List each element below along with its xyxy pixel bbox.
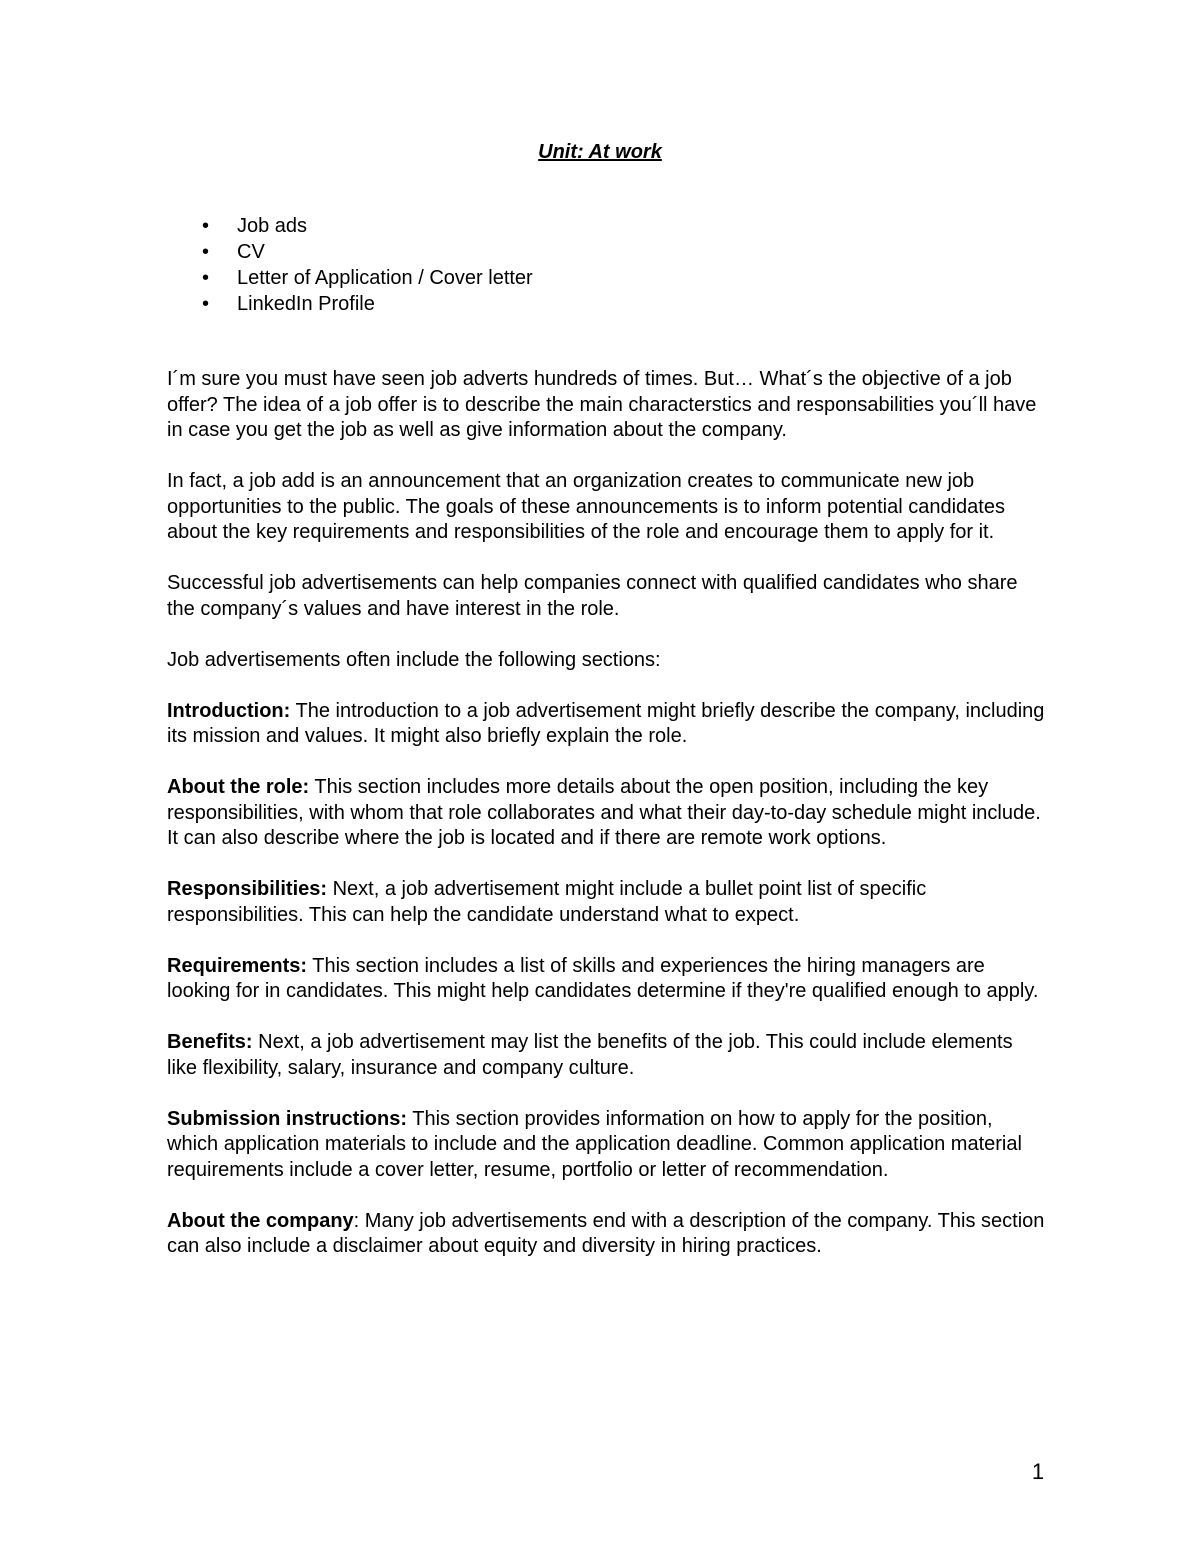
definition-paragraph: In fact, a job add is an announcement that an organization creates to communicate new job opportunities to the public. The goals of these announcements is to inform potential candidates about the key requirements and responsibilities of the role and encourage them to apply for it. — [167, 470, 1005, 543]
section-about-role — [167, 775, 1047, 852]
section-label: Submission instructions: — [167, 1107, 408, 1130]
section-submission — [167, 1107, 1047, 1184]
bullet-icon: • — [202, 215, 210, 237]
section-text: This section includes a list of skills and experiences the hiring managers are looking for in candidates. This might help candidates determine if they're qualified enough to apply. — [167, 954, 1039, 1002]
section-text: Next, a job advertisement might include a bullet point list of specific responsibilities. This can help the candidate understand what to expect. — [167, 878, 927, 926]
section-label: About the company — [167, 1209, 354, 1232]
list-item — [167, 213, 533, 239]
intro-paragraph: I´m sure you must have seen job adverts hundreds of times. But… What´s the objective of a job offer? The idea of a job offer is to describe the main characterstics and responsabilities you´ll have in case you get the job as well as give information about the company. — [167, 368, 1037, 441]
bullet-icon: • — [202, 267, 210, 289]
bullet-icon: • — [202, 241, 210, 263]
section-text: This section provides information on how to apply for the position, which application materials to include and the application deadline. Common application material requirements include a cover letter, resume, portfolio or letter of recommendation. — [167, 1107, 1022, 1181]
bullet-icon: • — [202, 293, 210, 315]
section-introduction — [167, 699, 1047, 750]
section-responsibilities — [167, 877, 1047, 928]
section-requirements — [167, 954, 1047, 1005]
section-benefits — [167, 1030, 1047, 1081]
topic-label: CV — [237, 241, 265, 263]
section-text: This section includes more details about the open position, including the key responsibilities, with whom that role collaborates and what their day-to-day schedule might include. It can also describe where the job is located and if there are remote work options. — [167, 776, 1041, 849]
topic-label: Letter of Application / Cover letter — [237, 267, 533, 289]
section-label: About the role: — [167, 776, 310, 798]
list-item — [167, 265, 533, 291]
section-label: Benefits: — [167, 1031, 253, 1053]
topic-list — [167, 213, 533, 317]
success-paragraph: Successful job advertisements can help companies connect with qualified candidates who share the company´s values and have interest in the role. — [167, 572, 1018, 620]
page-title: Unit: At work — [538, 141, 662, 163]
sections-intro-paragraph: Job advertisements often include the following sections: — [167, 648, 661, 671]
section-label: Responsibilities: — [167, 878, 328, 900]
section-label: Introduction: — [167, 699, 291, 722]
page-number: 1 — [1031, 1459, 1045, 1484]
list-item — [167, 291, 533, 317]
list-item — [167, 239, 533, 265]
topic-label: Job ads — [237, 215, 308, 237]
section-about-company — [167, 1209, 1047, 1260]
section-text: Next, a job advertisement may list the benefits of the job. This could include elements like flexibility, salary, insurance and company culture. — [167, 1031, 1013, 1079]
section-label: Requirements: — [167, 954, 308, 977]
section-text: : Many job advertisements end with a description of the company. This section can also include a disclaimer about equity and diversity in hiring practices. — [167, 1209, 1045, 1257]
section-text: The introduction to a job advertisement might briefly describe the company, including its mission and values. It might also briefly explain the role. — [167, 699, 1045, 747]
topic-label: LinkedIn Profile — [237, 293, 375, 315]
body-text — [167, 367, 1047, 1285]
